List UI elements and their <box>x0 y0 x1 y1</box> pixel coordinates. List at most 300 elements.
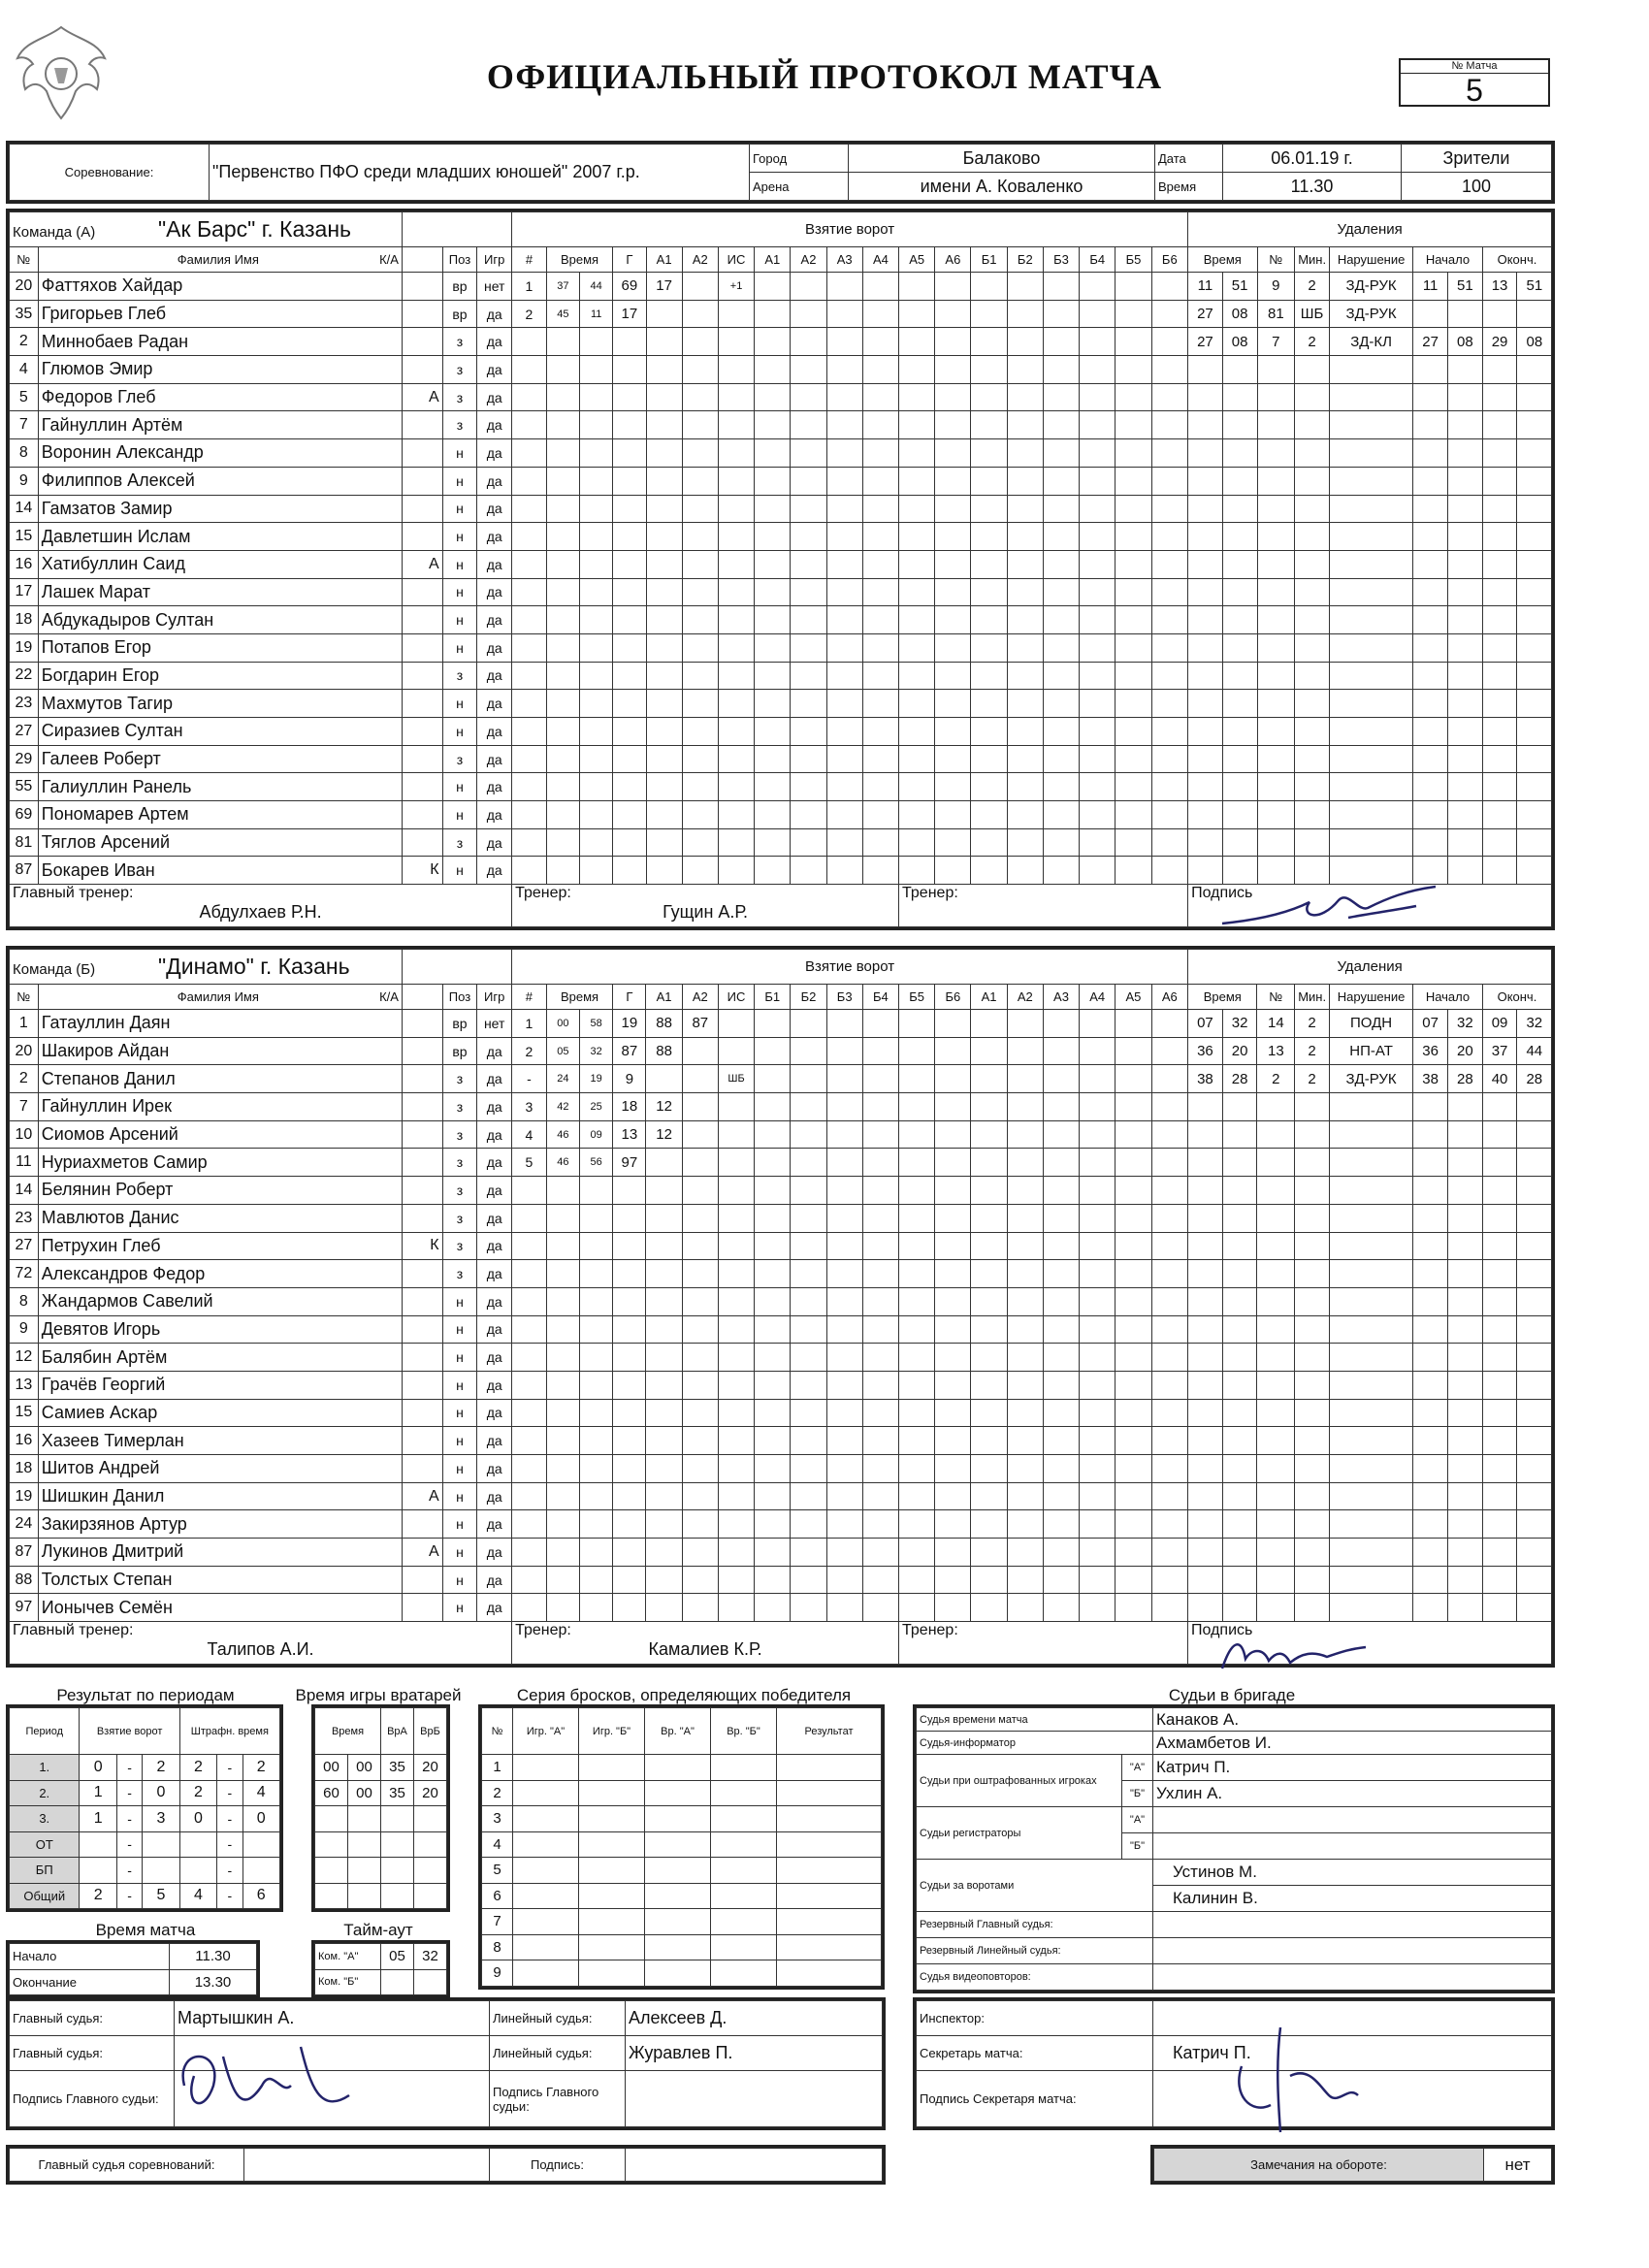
onice-cell <box>755 801 791 829</box>
goal-second <box>580 1539 613 1567</box>
penalty-minutes <box>1295 773 1330 801</box>
penalty-minute <box>1188 773 1223 801</box>
player-pos: н <box>442 467 477 495</box>
onice-cell <box>1007 773 1043 801</box>
onice-cell <box>826 1482 862 1510</box>
inspector-table <box>916 2000 1552 2127</box>
col-a1: А1 <box>646 247 682 273</box>
penalty-end-min <box>1482 718 1517 746</box>
onice-cell <box>935 718 971 746</box>
onice-cell <box>791 1010 826 1038</box>
penalty-second <box>1222 1120 1257 1149</box>
onice-cell <box>1007 857 1043 885</box>
penalty-minutes <box>1295 1287 1330 1315</box>
penalty-end-min <box>1482 1566 1517 1594</box>
period-label: 1. <box>10 1755 80 1781</box>
period-pim-dash: - <box>217 1831 242 1858</box>
player-number: 20 <box>10 273 39 301</box>
penalty-start-min <box>1413 439 1448 468</box>
shootout-cell <box>579 1858 645 1884</box>
player-number: 22 <box>10 662 39 690</box>
penalty-minute: 36 <box>1188 1037 1223 1065</box>
goal-minute <box>546 662 579 690</box>
onice-cell <box>826 606 862 634</box>
onice-cell <box>1007 801 1043 829</box>
player-pos: з <box>442 411 477 439</box>
penalty-start-min <box>1413 300 1448 328</box>
penalty-player <box>1257 1093 1295 1121</box>
col-onice-11: А6 <box>1151 985 1188 1010</box>
period-goals-a: 1 <box>80 1780 116 1806</box>
shootout-row <box>482 1883 882 1909</box>
player-played: да <box>477 773 512 801</box>
player-name: Самиев Аскар <box>38 1399 402 1427</box>
onice-cell <box>899 662 935 690</box>
team_b-penalties-title: Удаления <box>1188 950 1552 985</box>
onice-cell <box>862 273 898 301</box>
goal-assist-2 <box>682 1149 718 1177</box>
player-pos: вр <box>442 273 477 301</box>
onice-cell <box>791 1287 826 1315</box>
player-ka <box>402 411 442 439</box>
player-number: 24 <box>10 1510 39 1539</box>
col-name <box>38 247 402 273</box>
penalty-start-min: 11 <box>1413 273 1448 301</box>
onice-cell <box>899 801 935 829</box>
goal-number: - <box>512 1065 547 1093</box>
sig-head-label: Подпись Главного судьи: <box>10 2071 175 2127</box>
player-ka <box>402 633 442 662</box>
penalty-end-sec <box>1517 356 1552 384</box>
goal-assist-2 <box>682 1120 718 1149</box>
goal-scorer <box>613 1399 646 1427</box>
onice-cell <box>862 1037 898 1065</box>
goals-col: Взятие ворот <box>80 1708 179 1755</box>
goal-situation <box>718 356 754 384</box>
gk-second <box>348 1883 381 1909</box>
onice-cell <box>826 383 862 411</box>
goal-second <box>580 662 613 690</box>
onice-cell <box>791 1594 826 1622</box>
onice-cell <box>755 356 791 384</box>
penalty-violation <box>1329 745 1412 773</box>
player-number: 81 <box>10 828 39 857</box>
goal-scorer <box>613 328 646 356</box>
team_a-label: Команда (А) <box>13 224 96 241</box>
player-pos: н <box>442 690 477 718</box>
penalty-player <box>1257 1344 1295 1372</box>
onice-cell <box>899 467 935 495</box>
sig-head-label-2: Подпись Главного судьи: <box>490 2071 626 2127</box>
player-ka <box>402 523 442 551</box>
remarks-value: нет <box>1484 2149 1552 2182</box>
penalty-second <box>1222 383 1257 411</box>
onice-cell <box>935 273 971 301</box>
gk-b-col: ВрБ <box>414 1708 447 1755</box>
onice-cell <box>1116 1315 1151 1344</box>
goal-number: 1 <box>512 273 547 301</box>
penalty-minute <box>1188 1399 1223 1427</box>
penalty-minute <box>1188 1177 1223 1205</box>
player-played: да <box>477 578 512 606</box>
table-row <box>10 633 1552 662</box>
shootout-cell <box>777 1858 882 1884</box>
onice-cell <box>1007 1149 1043 1177</box>
gk-minute <box>315 1858 348 1884</box>
onice-cell <box>971 1037 1007 1065</box>
onice-cell <box>935 300 971 328</box>
goal-assist-2 <box>682 495 718 523</box>
player-number: 19 <box>10 1482 39 1510</box>
penalty-minutes <box>1295 356 1330 384</box>
player-played: да <box>477 1427 512 1455</box>
gk-row <box>315 1831 447 1858</box>
period-goals-a: 1 <box>80 1806 116 1832</box>
gk-a <box>381 1831 414 1858</box>
penalty-minutes <box>1295 857 1330 885</box>
goal-number <box>512 1344 547 1372</box>
player-ka <box>402 495 442 523</box>
penalty-second <box>1222 662 1257 690</box>
onice-cell <box>1007 718 1043 746</box>
onice-cell <box>935 1010 971 1038</box>
onice-cell <box>1007 1427 1043 1455</box>
table-row <box>10 1566 1552 1594</box>
gk-second <box>348 1831 381 1858</box>
goal-number <box>512 773 547 801</box>
goal-scorer <box>613 1455 646 1483</box>
onice-cell <box>1116 1093 1151 1121</box>
onice-cell <box>971 1594 1007 1622</box>
goal-number <box>512 745 547 773</box>
period-goals-b: 3 <box>143 1806 179 1832</box>
player-played: да <box>477 1482 512 1510</box>
period-pim-b: 0 <box>242 1806 279 1832</box>
goal-scorer <box>613 773 646 801</box>
player-ka <box>402 578 442 606</box>
player-played: да <box>477 718 512 746</box>
penalty-second <box>1222 411 1257 439</box>
onice-cell <box>935 662 971 690</box>
player-name: Балябин Артём <box>38 1344 402 1372</box>
goal-minute: 42 <box>546 1093 579 1121</box>
onice-cell <box>1080 328 1116 356</box>
player-pos: н <box>442 1510 477 1539</box>
onice-cell <box>1043 328 1079 356</box>
table-row <box>10 1539 1552 1567</box>
goal-number <box>512 1510 547 1539</box>
match-header <box>9 144 1552 201</box>
col-onice-11: Б6 <box>1151 247 1188 273</box>
player-pos: з <box>442 1232 477 1260</box>
player-pos: н <box>442 1427 477 1455</box>
onice-cell <box>1043 523 1079 551</box>
penalty-minutes <box>1295 1427 1330 1455</box>
goal-scorer <box>613 1371 646 1399</box>
penalty-end-min <box>1482 773 1517 801</box>
onice-cell <box>971 1315 1007 1344</box>
officials-title: Судьи в бригаде <box>1168 1686 1296 1704</box>
goal-minute <box>546 1260 579 1288</box>
onice-cell <box>755 745 791 773</box>
penalty-start-sec <box>1447 1539 1482 1567</box>
penalty-minutes <box>1295 745 1330 773</box>
shootout-cell <box>645 1780 711 1806</box>
penalty-minutes <box>1295 411 1330 439</box>
penalty-start-sec <box>1447 1149 1482 1177</box>
penalty-end-min: 37 <box>1482 1037 1517 1065</box>
onice-cell <box>971 690 1007 718</box>
time-value: 11.30 <box>1223 173 1402 201</box>
table-row <box>10 745 1552 773</box>
penalty-player <box>1257 1177 1295 1205</box>
reserve-line-label: Резервный Линейный судья: <box>917 1938 1153 1964</box>
penalty-start-min <box>1413 1566 1448 1594</box>
shootout-col-4: Вр. "Б" <box>711 1708 777 1755</box>
goal-minute <box>546 383 579 411</box>
penalty-player <box>1257 1427 1295 1455</box>
onice-cell <box>971 1539 1007 1567</box>
timeout-table <box>314 1943 447 1995</box>
onice-cell <box>1151 356 1188 384</box>
onice-cell <box>1151 1037 1188 1065</box>
penalty-end-min <box>1482 1260 1517 1288</box>
goal-situation <box>718 1427 754 1455</box>
gk-row <box>315 1858 447 1884</box>
penalty-minute <box>1188 1204 1223 1232</box>
goal-assist-2 <box>682 633 718 662</box>
player-ka: К <box>402 1232 442 1260</box>
onice-cell <box>1007 1315 1043 1344</box>
penalty-second <box>1222 1287 1257 1315</box>
shootout-cell <box>777 1755 882 1781</box>
gk-a: 35 <box>381 1780 414 1806</box>
penalty-end-sec <box>1517 690 1552 718</box>
goal-second <box>580 578 613 606</box>
goal-assist-2 <box>682 606 718 634</box>
player-number: 8 <box>10 1287 39 1315</box>
penalty-minutes <box>1295 1149 1330 1177</box>
onice-cell <box>935 1539 971 1567</box>
pim-col: Штрафн. время <box>179 1708 279 1755</box>
goal-second <box>580 467 613 495</box>
player-ka <box>402 439 442 468</box>
player-played: да <box>477 1037 512 1065</box>
spectators-label: Зрители <box>1402 145 1552 173</box>
period-pim-a: 2 <box>179 1780 216 1806</box>
onice-cell <box>791 1120 826 1149</box>
onice-cell <box>862 1344 898 1372</box>
table-row <box>10 857 1552 885</box>
onice-cell <box>1151 1065 1188 1093</box>
onice-cell <box>791 328 826 356</box>
penalty-player: 9 <box>1257 273 1295 301</box>
onice-cell <box>971 1177 1007 1205</box>
goal-situation <box>718 1315 754 1344</box>
head-coach-cell <box>10 1622 512 1665</box>
shootout-cell <box>645 1831 711 1858</box>
penalty-violation <box>1329 1539 1412 1567</box>
onice-cell <box>1080 1539 1116 1567</box>
penalty-violation <box>1329 773 1412 801</box>
penalty-end-sec <box>1517 1539 1552 1567</box>
onice-cell <box>826 1204 862 1232</box>
onice-cell <box>826 718 862 746</box>
penalty-start-min <box>1413 1232 1448 1260</box>
onice-cell <box>862 1065 898 1093</box>
player-pos: з <box>442 1093 477 1121</box>
onice-cell <box>935 1510 971 1539</box>
goal-situation <box>718 1482 754 1510</box>
goal-assist-1 <box>646 356 682 384</box>
gk-second: 00 <box>348 1780 381 1806</box>
match-time-title: Время матча <box>95 1921 196 1939</box>
onice-cell <box>1151 273 1188 301</box>
goal-minute <box>546 1232 579 1260</box>
goal-minute <box>546 523 579 551</box>
onice-cell <box>899 773 935 801</box>
period-label: ОТ <box>10 1831 80 1858</box>
penalty-end-min <box>1482 356 1517 384</box>
goal-second <box>580 495 613 523</box>
onice-cell <box>1043 1344 1079 1372</box>
shootout-cell <box>777 1780 882 1806</box>
goal-scorer <box>613 857 646 885</box>
penalty-violation <box>1329 1315 1412 1344</box>
sig-secretary-value <box>1153 2071 1552 2127</box>
penalty-player <box>1257 1287 1295 1315</box>
goal-second <box>580 1371 613 1399</box>
penalty-end-min <box>1482 857 1517 885</box>
onice-cell <box>791 356 826 384</box>
penalty-minutes <box>1295 1120 1330 1149</box>
player-played: да <box>477 1260 512 1288</box>
player-played: да <box>477 1177 512 1205</box>
penalty-start-sec <box>1447 550 1482 578</box>
penalty-start-min <box>1413 523 1448 551</box>
onice-cell <box>899 1037 935 1065</box>
goal-assist-1 <box>646 745 682 773</box>
penalty-start-sec <box>1447 1177 1482 1205</box>
onice-cell <box>971 1455 1007 1483</box>
onice-cell <box>935 1594 971 1622</box>
onice-cell <box>755 662 791 690</box>
onice-cell <box>791 662 826 690</box>
penalty-player <box>1257 1204 1295 1232</box>
player-ka <box>402 1093 442 1121</box>
shootout-number: 4 <box>482 1831 513 1858</box>
penalty-minute: 07 <box>1188 1010 1223 1038</box>
penalty-minutes <box>1295 1344 1330 1372</box>
player-ka <box>402 773 442 801</box>
penalty-violation <box>1329 1594 1412 1622</box>
onice-cell <box>1080 1065 1116 1093</box>
goal-assist-1 <box>646 467 682 495</box>
goal-second <box>580 1344 613 1372</box>
coach-cell-2 <box>899 1622 1188 1665</box>
onice-cell <box>899 495 935 523</box>
onice-cell <box>862 1594 898 1622</box>
goal-assist-2: 87 <box>682 1010 718 1038</box>
col-name-label: Фамилия Имя <box>177 252 259 267</box>
penalty-start-min <box>1413 467 1448 495</box>
player-played: да <box>477 606 512 634</box>
player-name: Ионычев Семён <box>38 1594 402 1622</box>
goal-assist-1 <box>646 1539 682 1567</box>
period-goals-dash: - <box>116 1883 142 1909</box>
onice-cell <box>1043 1287 1079 1315</box>
onice-cell <box>755 857 791 885</box>
onice-cell <box>1151 1315 1188 1344</box>
player-number: 55 <box>10 773 39 801</box>
penalty-b-mark: "Б" <box>1122 1781 1153 1807</box>
onice-cell <box>826 1260 862 1288</box>
penalty-end-sec <box>1517 1120 1552 1149</box>
penalty-minutes <box>1295 606 1330 634</box>
gk-row <box>315 1755 447 1781</box>
penalty-second <box>1222 550 1257 578</box>
goal-assist-2 <box>682 383 718 411</box>
penalty-second: 32 <box>1222 1010 1257 1038</box>
penalty-player <box>1257 383 1295 411</box>
penalty-minutes: 2 <box>1295 328 1330 356</box>
penalty-violation <box>1329 1371 1412 1399</box>
goal-situation <box>718 1566 754 1594</box>
penalty-player <box>1257 467 1295 495</box>
team-b-table <box>9 949 1552 1665</box>
onice-cell <box>935 857 971 885</box>
goal-situation <box>718 495 754 523</box>
head-coach-name: Абдулхаев Р.Н. <box>199 902 322 923</box>
goal-number <box>512 1371 547 1399</box>
onice-cell <box>1151 467 1188 495</box>
video-judge-value <box>1153 1964 1552 1991</box>
shootout-cell <box>777 1806 882 1832</box>
onice-cell <box>899 1482 935 1510</box>
player-number: 27 <box>10 718 39 746</box>
player-pos: н <box>442 1344 477 1372</box>
goal-assist-2 <box>682 1510 718 1539</box>
onice-cell <box>899 828 935 857</box>
gk-minute <box>315 1883 348 1909</box>
head-coach-name: Талипов А.И. <box>207 1639 314 1660</box>
penalty-second <box>1222 1566 1257 1594</box>
onice-cell <box>1116 1594 1151 1622</box>
penalty-start-sec <box>1447 690 1482 718</box>
onice-cell <box>791 1482 826 1510</box>
penalty-start-sec <box>1447 1594 1482 1622</box>
penalty-minutes <box>1295 1232 1330 1260</box>
player-number: 35 <box>10 300 39 328</box>
penalty-second <box>1222 495 1257 523</box>
onice-cell <box>1007 1594 1043 1622</box>
penalty-start-min <box>1413 1399 1448 1427</box>
goal-judge-2: Калинин В. <box>1153 1886 1552 1912</box>
penalty-end-min <box>1482 633 1517 662</box>
col-g: Г <box>613 247 646 273</box>
penalty-end-sec: 08 <box>1517 328 1552 356</box>
penalty-violation <box>1329 1455 1412 1483</box>
shootout-number: 5 <box>482 1858 513 1884</box>
gk-second <box>348 1806 381 1832</box>
penalty-start-sec <box>1447 1315 1482 1344</box>
sig-head-value-2 <box>626 2071 883 2127</box>
penalty-start-sec <box>1447 467 1482 495</box>
goal-situation <box>718 1539 754 1567</box>
goal-number <box>512 578 547 606</box>
shootout-col-5: Результат <box>777 1708 882 1755</box>
onice-cell <box>1043 550 1079 578</box>
